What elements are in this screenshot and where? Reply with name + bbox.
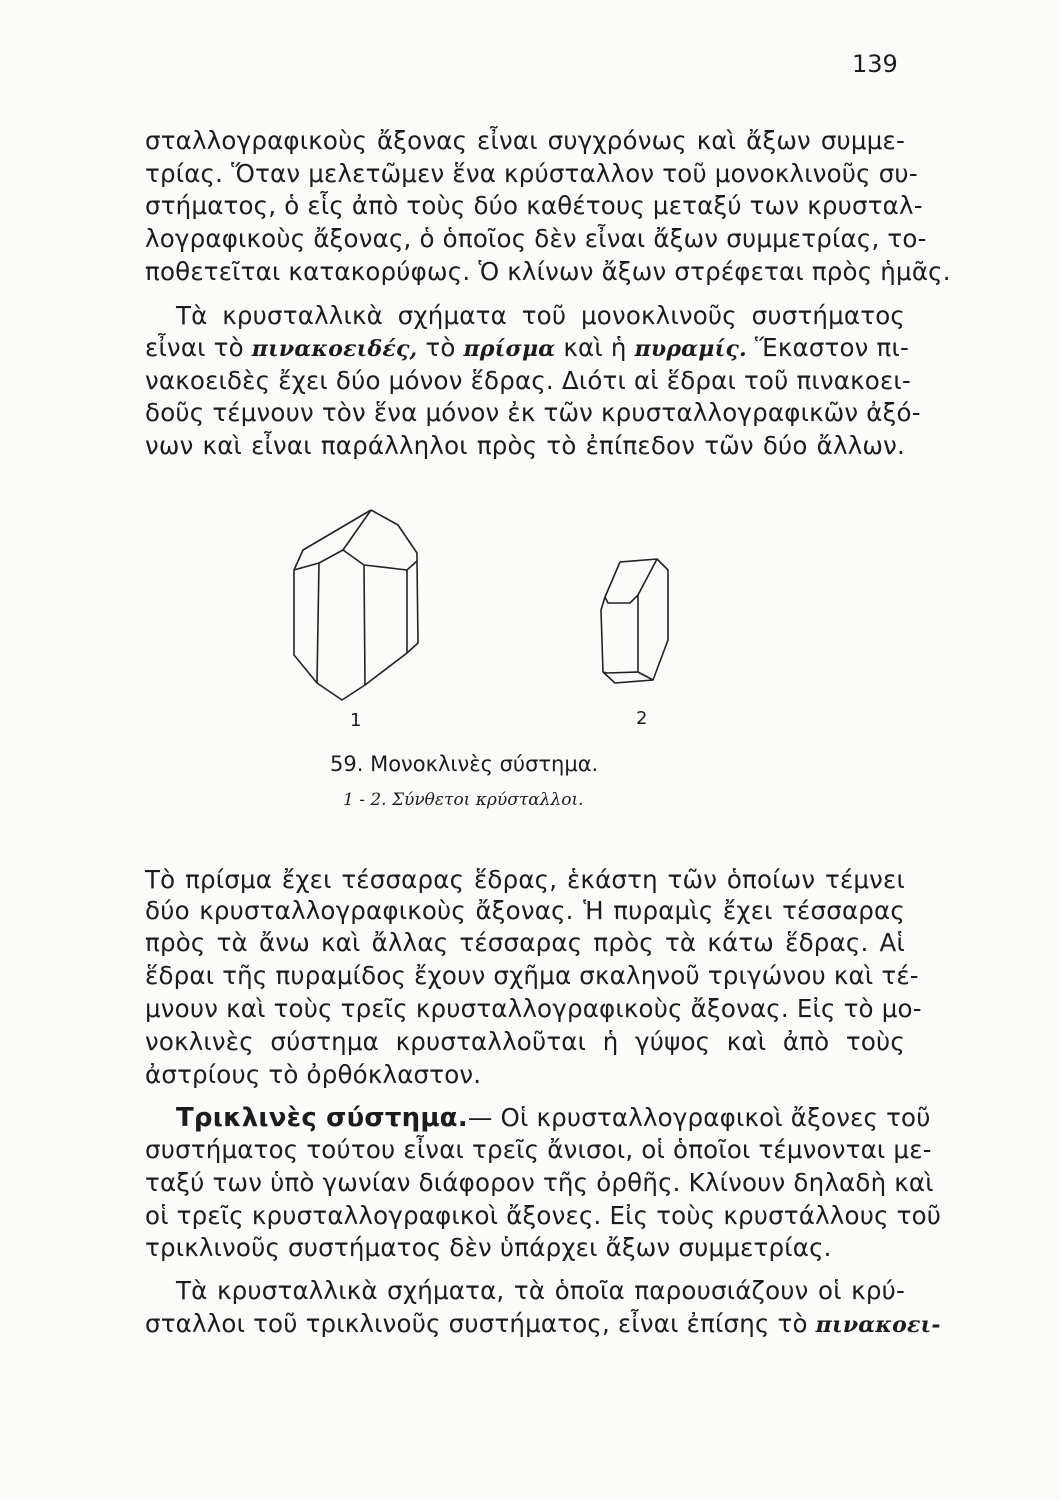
text-segment: ταξύ των ὑπὸ γωνίαν διάφορον τῆς ὀρθῆς. Κλίνουν δηλαδὴ καὶ: [145, 1168, 934, 1197]
text-segment: νοκλινὲς σύστημα κρυσταλλοῦται ἡ γύψος καὶ ἀπὸ τοὺς: [145, 1027, 905, 1056]
text-segment: μνουν καὶ τοὺς τρεῖς κρυσταλλογραφικοὺς ἄξονας. Εἰς τὸ μο-: [145, 994, 922, 1023]
text-segment: ἕδραι τῆς πυραμίδος ἔχουν σχῆμα σκαληνοῦ τριγώνου καὶ τέ-: [145, 961, 919, 990]
text-segment: σταλλογραφικοὺς ἄξονας εἶναι συγχρόνως καὶ ἄξων συμμε-: [145, 126, 905, 155]
section-heading: Τρικλινὲς σύστημα.: [176, 1103, 468, 1133]
text-segment: ἀστρίους τὸ ὀρθόκλαστον.: [145, 1060, 482, 1089]
text-segment: νων καὶ εἶναι παράλληλοι πρὸς τὸ ἐπίπεδον τῶν δύο ἄλλων.: [145, 431, 905, 460]
text-segment: τρικλινοῦς συστήματος δὲν ὑπάρχει ἄξων συμμετρίας.: [145, 1233, 832, 1262]
italic-term: πυραμίς.: [634, 336, 747, 362]
text-segment: τρίας. Ὅταν μελετῶμεν ἕνα κρύσταλλον τοῦ μονοκλινοῦς συ-: [145, 159, 918, 188]
text-segment: τὸ: [417, 333, 464, 362]
text-segment: δύο κρυσταλλογραφικοὺς ἄξονας. Ἡ πυραμὶς ἔχει τέσσαρας: [145, 896, 905, 925]
text-segment: νακοειδὲς ἔχει δύο μόνον ἕδρας. Διότι αἱ ἕδραι τοῦ πινακοει-: [145, 366, 911, 395]
text-segment: στήματος, ὁ εἷς ἀπὸ τοὺς δύο καθέτους μεταξύ των κρυσταλ-: [145, 191, 923, 220]
italic-term: πρίσμα: [463, 336, 556, 362]
text-segment: — Οἱ κρυσταλλογραφικοὶ ἄξονες τοῦ: [467, 1103, 931, 1132]
text-segment: Τὰ κρυσταλλικὰ σχήματα, τὰ ὁποῖα παρουσιάζουν οἱ κρύ-: [176, 1276, 905, 1305]
figure-label-2: 2: [636, 708, 648, 729]
text-segment: συστήματος τούτου εἶναι τρεῖς ἄνισοι, οἱ ὁποῖοι τέμνονται με-: [145, 1135, 932, 1164]
text-segment: δοῦς τέμνουν τὸν ἕνα μόνον ἐκ τῶν κρυσταλλογραφικῶν ἀξό-: [145, 398, 921, 427]
text-segment: Τὸ πρίσμα ἔχει τέσσαρας ἕδρας, ἑκάστη τῶν ὁποίων τέμνει: [145, 865, 905, 894]
page-number: 139: [852, 50, 898, 78]
text-segment: ποθετεῖται κατακορύφως. Ὁ κλίνων ἄξων στρέφεται πρὸς ἡμᾶς.: [145, 257, 951, 286]
italic-term: πινακοει-: [815, 1312, 941, 1338]
crystal-2-drawing: [601, 559, 668, 683]
text-segment: οἱ τρεῖς κρυσταλλογραφικοὶ ἄξονες. Εἰς τοὺς κρυστάλλους τοῦ: [145, 1201, 942, 1230]
italic-term: πινακοειδές,: [251, 336, 418, 362]
figure-subcaption: 1 - 2. Σύνθετοι κρύσταλλοι.: [343, 790, 584, 810]
text-segment: εἶναι τὸ: [145, 333, 252, 362]
text-segment: Τὰ κρυσταλλικὰ σχήματα τοῦ μονοκλινοῦς συστήματος: [176, 301, 905, 330]
text-segment: Ἕκαστον πι-: [746, 333, 910, 362]
crystal-1-drawing: [294, 510, 418, 700]
figure-label-1: 1: [350, 710, 362, 731]
text-segment: σταλλοι τοῦ τρικλινοῦς συστήματος, εἶναι ἐπίσης τὸ: [145, 1309, 816, 1338]
text-segment: πρὸς τὰ ἄνω καὶ ἄλλας τέσσαρας πρὸς τὰ κάτω ἕδρας. Αἱ: [145, 928, 905, 957]
text-segment: καὶ ἡ: [555, 333, 635, 362]
text-segment: λογραφικοὺς ἄξονας, ὁ ὁποῖος δὲν εἶναι ἄξων συμμετρίας, το-: [145, 224, 927, 253]
figure-caption: 59. Μονοκλινὲς σύστημα.: [330, 752, 599, 776]
